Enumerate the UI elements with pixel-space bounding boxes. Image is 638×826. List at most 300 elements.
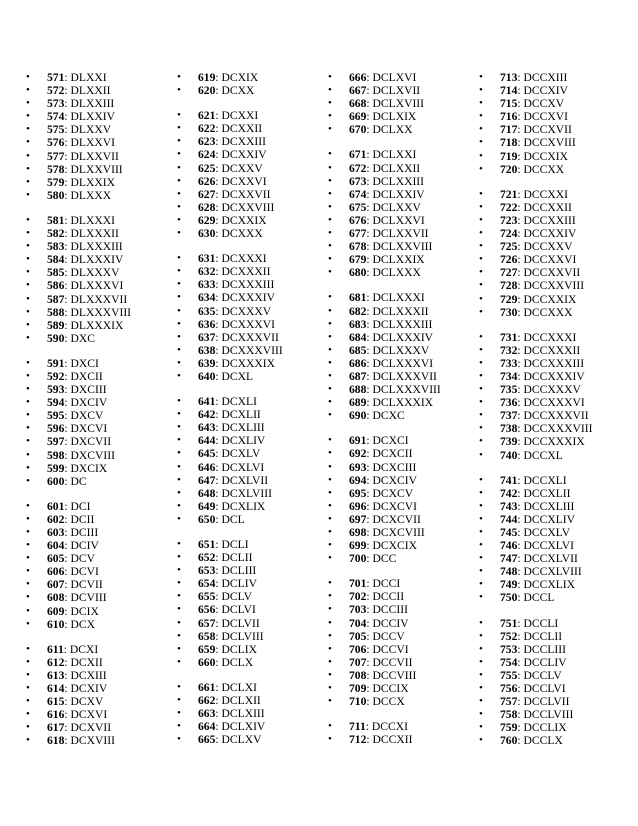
number-label: 672 xyxy=(349,161,367,175)
group-spacer xyxy=(328,279,441,291)
number-label: 757 xyxy=(500,695,518,709)
number-label: 594 xyxy=(47,396,65,410)
list-item: • 650: DCL xyxy=(177,513,283,526)
roman-numeral: DCXXVII xyxy=(221,187,271,201)
list-item: • 755: DCCLV xyxy=(479,669,592,682)
list-item: • 662: DCLXII xyxy=(177,694,283,707)
number-label: 615 xyxy=(47,695,65,709)
number-label: 640 xyxy=(198,369,216,383)
roman-numeral: DCLIX xyxy=(221,642,257,656)
list-item: • 752: DCCLII xyxy=(479,630,592,643)
roman-numeral: DCCXLVIII xyxy=(523,565,582,579)
roman-numeral: DCLIV xyxy=(221,577,257,591)
number-label: 608 xyxy=(47,591,65,605)
number-label: 576 xyxy=(47,136,65,150)
number-label: 754 xyxy=(500,655,518,669)
roman-numeral: DCLIII xyxy=(221,564,257,578)
roman-numeral: DCVI xyxy=(70,565,99,579)
roman-numeral: DCCXXV xyxy=(523,240,573,254)
list-item: • 611: DCXI xyxy=(26,643,131,656)
roman-numeral: DCCXLIX xyxy=(523,578,576,592)
list-item: • 671: DCLXXI xyxy=(328,148,441,161)
roman-numeral: DLXXVIII xyxy=(70,162,123,176)
roman-numeral: DCXIX xyxy=(221,71,259,84)
roman-numeral: DCLXXIII xyxy=(372,174,425,188)
number-label: 658 xyxy=(198,629,216,643)
list-item: • 585: DLXXXV xyxy=(26,266,131,279)
number-label: 659 xyxy=(198,642,216,656)
list-item: • 645: DCXLV xyxy=(177,447,283,460)
roman-numeral: DLXXIX xyxy=(70,175,115,189)
list-item: • 676: DCLXXVI xyxy=(328,214,441,227)
roman-numeral: DCCXXIX xyxy=(523,292,577,306)
roman-numeral: DCXLVIII xyxy=(221,486,272,500)
number-label: 688 xyxy=(349,383,367,397)
number-label: 621 xyxy=(198,109,216,123)
roman-numeral: DCXL xyxy=(221,369,254,383)
list-item: • 697: DCXCVII xyxy=(328,513,441,526)
list-item: • 641: DCXLI xyxy=(177,395,283,408)
roman-numeral: DCLXXII xyxy=(372,161,421,175)
roman-numeral: DCCLVII xyxy=(523,695,570,709)
list-item: • 712: DCCXII xyxy=(328,733,441,746)
roman-numeral: DCCXLV xyxy=(523,526,571,539)
roman-numeral: DCCXLII xyxy=(523,486,571,500)
list-item: • 685: DCLXXXV xyxy=(328,344,441,357)
list-item: • 708: DCCVIII xyxy=(328,669,441,682)
number-label: 654 xyxy=(198,577,216,591)
number-label: 698 xyxy=(349,526,367,539)
list-item: • 687: DCLXXXVII xyxy=(328,370,441,383)
roman-numeral: DLXXXV xyxy=(70,266,120,280)
number-label: 735 xyxy=(500,383,518,397)
list-item: • 728: DCCXXVIII xyxy=(479,279,592,292)
roman-numeral: DCXXI xyxy=(221,109,259,123)
roman-numeral: DXCII xyxy=(70,369,103,383)
list-item: • 711: DCCXI xyxy=(328,720,441,733)
roman-numeral: DCXLII xyxy=(221,408,261,422)
roman-numeral: DCCLV xyxy=(523,668,562,682)
roman-numeral: DLXXII xyxy=(70,84,111,98)
list-item: • 606: DCVI xyxy=(26,565,131,578)
roman-numeral: DCCXXXI xyxy=(523,330,577,344)
list-item: • 751: DCCLI xyxy=(479,617,592,630)
number-label: 636 xyxy=(198,317,216,331)
list-item: • 593: DXCIII xyxy=(26,383,131,396)
number-label: 630 xyxy=(198,227,216,241)
group-spacer xyxy=(328,136,441,148)
roman-numeral: DCCXXXIII xyxy=(523,356,585,370)
number-label: 726 xyxy=(500,253,518,267)
number-label: 686 xyxy=(349,356,367,370)
roman-numeral: DCLVI xyxy=(221,603,256,617)
number-label: 612 xyxy=(47,655,65,669)
list-item: • 683: DCLXXXIII xyxy=(328,318,441,331)
roman-numeral: DCCXXI xyxy=(523,187,568,201)
number-label: 684 xyxy=(349,330,367,344)
number-label: 678 xyxy=(349,240,367,254)
list-item: • 571: DLXXI xyxy=(26,71,131,84)
roman-numeral: DCXXXIX xyxy=(221,356,275,370)
list-item: • 664: DCLXIV xyxy=(177,720,283,733)
roman-numeral: DCVIII xyxy=(70,591,107,605)
list-item: • 659: DCLIX xyxy=(177,643,283,656)
number-label: 694 xyxy=(349,473,367,487)
number-label: 647 xyxy=(198,473,216,487)
number-label: 649 xyxy=(198,499,216,513)
list-item: • 652: DCLII xyxy=(177,551,283,564)
roman-numeral: DCXCIX xyxy=(372,539,417,553)
roman-numeral: DCLVIII xyxy=(221,629,264,643)
roman-numeral: DLXXIII xyxy=(70,97,115,111)
list-item: • 690: DCXC xyxy=(328,409,441,422)
number-label: 664 xyxy=(198,720,216,734)
number-label: 748 xyxy=(500,565,518,579)
number-label: 734 xyxy=(500,369,518,383)
number-label: 578 xyxy=(47,162,65,176)
list-item: • 591: DXCI xyxy=(26,357,131,370)
list-item: • 744: DCCXLIV xyxy=(479,513,592,526)
list-item: • 597: DXCVII xyxy=(26,435,131,448)
list-item: • 601: DCI xyxy=(26,500,131,513)
number-label: 751 xyxy=(500,616,518,630)
list-item: • 733: DCCXXXIII xyxy=(479,357,592,370)
list-item: • 674: DCLXXIV xyxy=(328,188,441,201)
roman-numeral: DCCIII xyxy=(372,603,408,617)
number-label: 719 xyxy=(500,149,518,163)
list-item: • 656: DCLVI xyxy=(177,603,283,616)
roman-numeral: DXCVIII xyxy=(70,448,115,462)
group-spacer xyxy=(177,669,283,681)
number-label: 674 xyxy=(349,187,367,201)
list-item: • 749: DCCXLIX xyxy=(479,578,592,591)
number-label: 600 xyxy=(47,474,65,488)
list-item: • 642: DCXLII xyxy=(177,408,283,421)
list-item: • 572: DLXXII xyxy=(26,84,131,97)
list-item: • 598: DXCVIII xyxy=(26,449,131,462)
number-label: 692 xyxy=(349,447,367,461)
number-label: 607 xyxy=(47,578,65,592)
number-label: 626 xyxy=(198,174,216,188)
roman-numeral: DLXXXIX xyxy=(70,318,124,332)
list-item: • 758: DCCLVIII xyxy=(479,708,592,721)
number-label: 705 xyxy=(349,629,367,643)
roman-numeral: DCLXXXVIII xyxy=(372,383,441,397)
roman-numeral: DCLXXXIV xyxy=(372,330,434,344)
roman-numeral: DCLXVII xyxy=(372,84,421,98)
roman-numeral: DCCXXIII xyxy=(523,213,576,227)
roman-numeral: DCII xyxy=(70,512,95,526)
number-label: 660 xyxy=(198,655,216,669)
roman-numeral: DCCXXX xyxy=(523,305,573,319)
roman-numeral: DCCXXIV xyxy=(523,227,577,241)
number-label: 749 xyxy=(500,578,518,592)
number-label: 715 xyxy=(500,97,518,111)
roman-numeral: DCCLVIII xyxy=(523,708,574,722)
list-item: • 745: DCCXLV xyxy=(479,526,592,539)
list-item: • 675: DCLXXV xyxy=(328,201,441,214)
list-item: • 586: DLXXXVI xyxy=(26,279,131,292)
roman-numeral: DCCXVI xyxy=(523,110,568,124)
number-label: 613 xyxy=(47,668,65,682)
list-item: • 630: DCXXX xyxy=(177,227,283,240)
list-item: • 640: DCXL xyxy=(177,370,283,383)
list-item: • 610: DCX xyxy=(26,618,131,631)
number-label: 701 xyxy=(349,577,367,591)
roman-numeral: DCXCVI xyxy=(372,499,417,513)
list-item: • 754: DCCLIV xyxy=(479,656,592,669)
group-spacer xyxy=(177,97,283,109)
number-label: 624 xyxy=(198,148,216,162)
roman-numeral: DCCLII xyxy=(523,629,563,643)
number-label: 596 xyxy=(47,422,65,436)
roman-numeral: DCCXXVI xyxy=(523,253,577,267)
roman-numeral: DCXXXII xyxy=(221,265,271,279)
list-item: • 713: DCCXIII xyxy=(479,71,592,84)
roman-numeral: DCXX xyxy=(221,84,255,98)
number-label: 667 xyxy=(349,84,367,98)
roman-numeral: DCCXX xyxy=(523,162,565,176)
roman-numeral: DXCV xyxy=(70,409,104,423)
roman-numeral: DCLXIII xyxy=(221,707,265,721)
list-item: • 608: DCVIII xyxy=(26,591,131,604)
group-spacer xyxy=(328,422,441,434)
number-label: 747 xyxy=(500,552,518,566)
number-label: 604 xyxy=(47,539,65,553)
roman-numeral: DCLVII xyxy=(221,616,260,630)
roman-numeral: DLXXXIV xyxy=(70,253,124,267)
roman-numeral: DCLXII xyxy=(221,694,261,708)
list-item: • 718: DCCXVIII xyxy=(479,136,592,149)
number-label: 739 xyxy=(500,435,518,449)
list-item: • 731: DCCXXXI xyxy=(479,331,592,344)
list-item: • 667: DCLXVII xyxy=(328,84,441,97)
roman-numeral: DXCVII xyxy=(70,435,112,449)
number-label: 643 xyxy=(198,421,216,435)
list-item: • 701: DCCI xyxy=(328,577,441,590)
number-label: 609 xyxy=(47,604,65,618)
roman-numeral: DCXCV xyxy=(372,486,414,500)
roman-numeral: DCCXIX xyxy=(523,149,568,163)
roman-numeral: DCXXXVII xyxy=(221,330,279,344)
number-label: 595 xyxy=(47,409,65,423)
roman-numeral: DCXLIV xyxy=(221,434,266,448)
roman-numeral: DCLXXXV xyxy=(372,343,430,357)
number-label: 646 xyxy=(198,460,216,474)
number-label: 585 xyxy=(47,266,65,280)
roman-numeral: DCXVI xyxy=(70,708,108,722)
roman-numeral: DCCXV xyxy=(523,97,565,111)
number-label: 641 xyxy=(198,395,216,409)
roman-numeral: DCXLVI xyxy=(221,460,265,474)
number-label: 598 xyxy=(47,448,65,462)
number-label: 629 xyxy=(198,213,216,227)
number-label: 708 xyxy=(349,668,367,682)
list-item: • 756: DCCLVI xyxy=(479,682,592,695)
roman-numeral: DCXI xyxy=(69,642,99,656)
roman-numeral: DCXXXIV xyxy=(221,291,275,305)
roman-numeral: DXCVI xyxy=(70,422,108,436)
list-item: • 631: DCXXXI xyxy=(177,252,283,265)
number-label: 706 xyxy=(349,642,367,656)
list-item: • 726: DCCXXVI xyxy=(479,253,592,266)
number-label: 675 xyxy=(349,200,367,214)
number-label: 599 xyxy=(47,461,65,475)
list-item: • 714: DCCXIV xyxy=(479,84,592,97)
number-label: 572 xyxy=(47,84,65,98)
list-item: • 742: DCCXLII xyxy=(479,487,592,500)
list-item: • 580: DLXXX xyxy=(26,189,131,202)
list-item: • 596: DXCVI xyxy=(26,422,131,435)
roman-numeral: DCLII xyxy=(221,551,253,565)
number-label: 618 xyxy=(47,734,65,748)
list-item: • 576: DLXXVI xyxy=(26,136,131,149)
number-label: 689 xyxy=(349,396,367,410)
roman-numeral: DCCXVIII xyxy=(523,136,576,150)
roman-numeral: DCCLVI xyxy=(523,682,566,696)
roman-numeral: DCXLIX xyxy=(221,499,266,513)
list-item: • 698: DCXCVIII xyxy=(328,526,441,539)
number-label: 655 xyxy=(198,590,216,604)
list-item: • 757: DCCLVII xyxy=(479,695,592,708)
roman-numeral: DCCXLI xyxy=(523,473,567,487)
roman-numeral: DLXXVII xyxy=(70,149,119,163)
number-label: 603 xyxy=(47,526,65,539)
number-label: 737 xyxy=(500,409,518,423)
list-item: • 727: DCCXXVII xyxy=(479,266,592,279)
number-label: 702 xyxy=(349,590,367,604)
list-item: • 623: DCXXIII xyxy=(177,135,283,148)
list-item: • 668: DCLXVIII xyxy=(328,97,441,110)
roman-numeral: DLXXXVI xyxy=(70,279,124,293)
roman-numeral: DCXLVII xyxy=(221,473,269,487)
list-item: • 600: DC xyxy=(26,475,131,488)
number-label: 593 xyxy=(47,383,65,397)
list-item: • 581: DLXXXI xyxy=(26,214,131,227)
list-item: • 643: DCXLIII xyxy=(177,421,283,434)
roman-numeral: DCC xyxy=(372,552,397,566)
list-item: • 703: DCCIII xyxy=(328,603,441,616)
list-item: • 579: DLXXIX xyxy=(26,176,131,189)
number-label: 711 xyxy=(349,720,366,734)
number-label: 651 xyxy=(198,538,216,551)
list-item: • 707: DCCVII xyxy=(328,656,441,669)
list-item: • 720: DCCXX xyxy=(479,163,592,176)
roman-numeral: DCCXXXIV xyxy=(523,369,585,383)
list-item: • 648: DCXLVIII xyxy=(177,487,283,500)
roman-numeral: DCCXLVII xyxy=(523,552,578,566)
list-item: • 602: DCII xyxy=(26,513,131,526)
roman-numeral: DCLXVIII xyxy=(372,97,425,111)
list-item: • 590: DXC xyxy=(26,332,131,345)
number-label: 611 xyxy=(47,642,64,656)
roman-numeral: DCIX xyxy=(70,604,99,618)
number-label: 590 xyxy=(47,331,65,345)
roman-numeral: DCXCIII xyxy=(372,460,417,474)
roman-numeral: DCXXVI xyxy=(221,174,267,188)
number-label: 614 xyxy=(47,682,65,696)
roman-numeral: DCXXIV xyxy=(221,148,267,162)
roman-numeral: DLXXVI xyxy=(70,136,115,150)
group-spacer xyxy=(328,708,441,720)
number-label: 577 xyxy=(47,149,65,163)
number-label: 638 xyxy=(198,343,216,357)
roman-numeral: DCCXI xyxy=(371,720,408,734)
number-label: 736 xyxy=(500,396,518,410)
list-item: • 575: DLXXV xyxy=(26,123,131,136)
list-item: • 743: DCCXLIII xyxy=(479,500,592,513)
number-label: 760 xyxy=(500,734,518,748)
number-label: 657 xyxy=(198,616,216,630)
number-label: 691 xyxy=(349,434,367,448)
roman-numeral: DCCIX xyxy=(372,682,409,696)
number-label: 669 xyxy=(349,110,367,124)
list-item: • 653: DCLIII xyxy=(177,564,283,577)
list-item: • 732: DCCXXXII xyxy=(479,344,592,357)
list-item: • 592: DXCII xyxy=(26,370,131,383)
roman-numeral: DCLX xyxy=(221,655,254,669)
list-item: • 588: DLXXXVIII xyxy=(26,306,131,319)
number-label: 616 xyxy=(47,708,65,722)
roman-numeral: DLXXV xyxy=(70,123,112,137)
roman-numeral: DCXV xyxy=(70,695,104,709)
list-item: • 636: DCXXXVI xyxy=(177,318,283,331)
number-label: 703 xyxy=(349,603,367,617)
list-item: • 607: DCVII xyxy=(26,578,131,591)
roman-numeral: DCCX xyxy=(372,695,405,709)
list-item: • 709: DCCIX xyxy=(328,682,441,695)
number-label: 583 xyxy=(47,240,65,254)
roman-numeral: DCX xyxy=(70,617,95,631)
group-spacer xyxy=(26,488,131,500)
list-item: • 621: DCXXI xyxy=(177,109,283,122)
roman-numeral: DCXCIV xyxy=(372,473,417,487)
number-label: 633 xyxy=(198,278,216,292)
roman-numeral: DCL xyxy=(221,512,245,526)
list-item: • 722: DCCXXII xyxy=(479,201,592,214)
number-label: 661 xyxy=(198,680,216,694)
roman-numeral: DCLXXXI xyxy=(372,291,425,305)
group-spacer xyxy=(177,383,283,395)
list-item: • 738: DCCXXXVIII xyxy=(479,422,592,435)
number-label: 750 xyxy=(500,591,518,605)
list-item: • 717: DCCXVII xyxy=(479,123,592,136)
number-label: 727 xyxy=(500,266,518,280)
number-label: 648 xyxy=(198,486,216,500)
roman-numeral: DCXLV xyxy=(221,447,261,461)
list-item: • 616: DCXVI xyxy=(26,708,131,721)
number-label: 650 xyxy=(198,512,216,526)
number-label: 639 xyxy=(198,356,216,370)
number-label: 690 xyxy=(349,409,367,423)
list-item: • 622: DCXXII xyxy=(177,122,283,135)
number-label: 733 xyxy=(500,356,518,370)
list-item: • 632: DCXXXII xyxy=(177,265,283,278)
list-item: • 651: DCLI xyxy=(177,538,283,551)
number-label: 752 xyxy=(500,629,518,643)
roman-numeral: DLXXX xyxy=(70,188,112,202)
number-label: 605 xyxy=(47,552,65,566)
list-item: • 740: DCCXL xyxy=(479,449,592,462)
number-label: 666 xyxy=(349,71,367,84)
roman-numeral: DCLXVI xyxy=(372,71,417,84)
roman-numeral: DCLXXI xyxy=(372,148,417,162)
number-label: 696 xyxy=(349,499,367,513)
number-label: 759 xyxy=(500,721,518,735)
group-spacer xyxy=(479,319,592,331)
roman-numeral: DCXXV xyxy=(221,161,263,175)
roman-numeral: DCCXXVII xyxy=(523,266,581,280)
